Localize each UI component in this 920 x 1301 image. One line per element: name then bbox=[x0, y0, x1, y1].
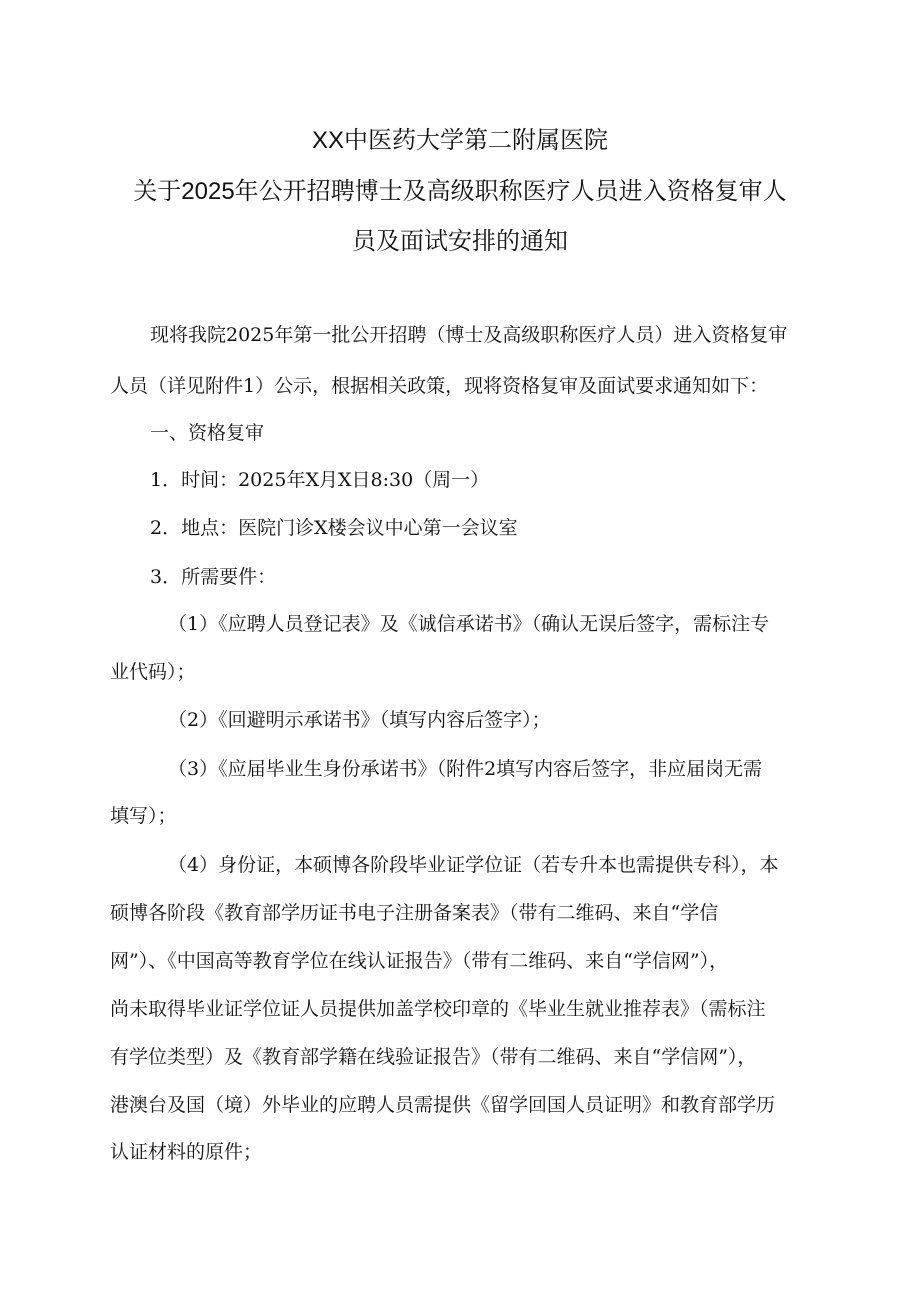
list-item-time: 1．时间：2025年X月X日8:30（周一） bbox=[150, 469, 490, 491]
document-title-line-2: 关于2025年公开招聘博士及高级职称医疗人员进入资格复审人 bbox=[133, 178, 787, 205]
list-item-required-documents: 3．所需要件： bbox=[150, 566, 277, 588]
required-document-4-line-7: 认证材料的原件； bbox=[110, 1141, 263, 1163]
required-document-1-line-2: 业代码）； bbox=[110, 661, 196, 683]
required-document-3-line-1: （3）《应届毕业生身份承诺书》（附件2填写内容后签字，非应届岗无需 bbox=[168, 758, 763, 780]
required-document-4-line-6: 港澳台及国（境）外毕业的应聘人员需提供《留学回国人员证明》和教育部学历 bbox=[110, 1094, 776, 1116]
required-document-3-line-2: 填写）； bbox=[110, 805, 177, 827]
list-item-location: 2．地点：医院门诊X楼会议中心第一会议室 bbox=[150, 517, 518, 539]
intro-paragraph-line-2: 人员（详见附件1）公示，根据相关政策，现将资格复审及面试要求通知如下： bbox=[110, 375, 769, 397]
required-document-4-line-4: 尚未取得毕业证学位证人员提供加盖学校印章的《毕业生就业推荐表》（需标注 bbox=[110, 998, 766, 1020]
required-document-4-line-5: 有学位类型）及《教育部学籍在线验证报告》（带有二维码、来自“学信网”）， bbox=[110, 1046, 757, 1068]
intro-paragraph-line-1: 现将我院2025年第一批公开招聘（博士及高级职称医疗人员）进入资格复审 bbox=[150, 324, 788, 346]
required-document-1-line-1: （1）《应聘人员登记表》及《诚信承诺书》（确认无误后签字，需标注专 bbox=[168, 613, 770, 635]
required-document-2: （2）《回避明示承诺书》（填写内容后签字）； bbox=[168, 709, 551, 731]
section-heading-qualification-review: 一、资格复审 bbox=[150, 422, 265, 444]
required-document-4-line-3: 网”）、《中国高等教育学位在线认证报告》（带有二维码、来自“学信网”）， bbox=[110, 950, 729, 972]
document-title-line-3: 员及面试安排的通知 bbox=[352, 228, 568, 255]
required-document-4-line-1: （4）身份证，本硕博各阶段毕业证学位证（若专升本也需提供专科），本 bbox=[168, 854, 779, 876]
required-document-4-line-2: 硕博各阶段《教育部学历证书电子注册备案表》（带有二维码、来自“学信 bbox=[110, 902, 719, 924]
document-title-hospital: XX中医药大学第二附属医院 bbox=[311, 127, 608, 154]
